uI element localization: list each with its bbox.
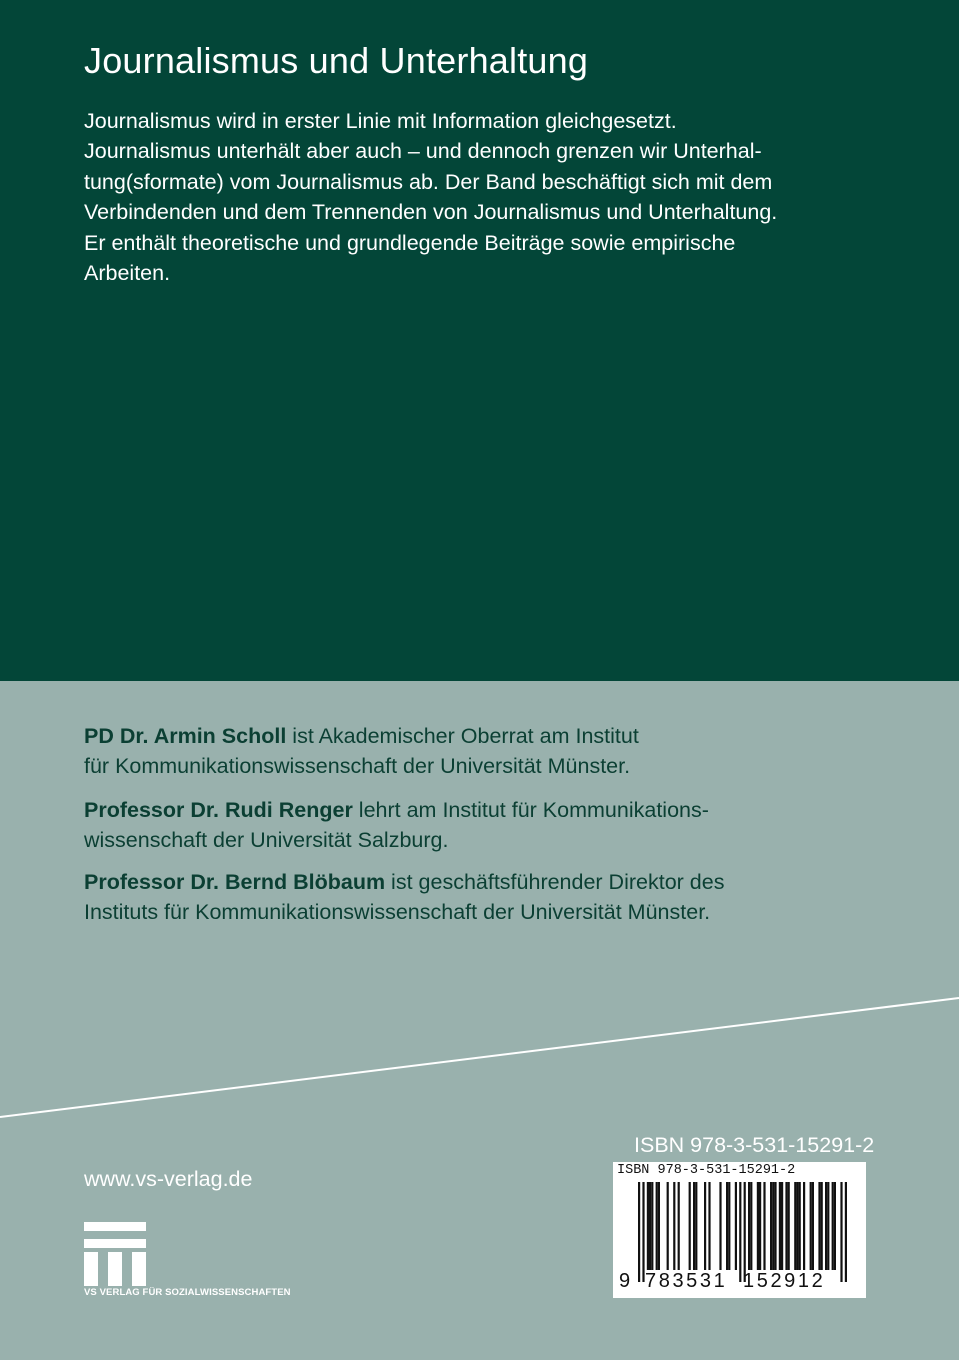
- barcode-isbn-text: ISBN 978-3-531-15291-2: [617, 1163, 796, 1178]
- author-bio-text: wissenschaft der Universität Salzburg.: [84, 828, 449, 853]
- barcode-bar: [810, 1182, 812, 1270]
- barcode-bar: [821, 1182, 823, 1270]
- author-bio-bloebaum: [84, 867, 724, 928]
- barcode-bar: [667, 1182, 669, 1270]
- barcode-bar: [774, 1182, 776, 1270]
- barcode-bar: [825, 1182, 827, 1270]
- isbn-number: ISBN 978-3-531-15291-2: [634, 1133, 875, 1157]
- barcode-digit-prefix: 9: [619, 1270, 631, 1292]
- barcode-bar: [728, 1182, 730, 1270]
- barcode-bar: [785, 1182, 787, 1270]
- author-bio-text: für Kommunikationswissenschaft der Universität Münster.: [84, 754, 631, 779]
- barcode-bar: [834, 1182, 836, 1270]
- publisher-logo-icon: [84, 1222, 146, 1286]
- publisher-website: www.vs-verlag.de: [84, 1167, 253, 1191]
- barcode-bar: [770, 1182, 772, 1270]
- barcode-bar: [812, 1182, 814, 1270]
- barcode-digits-right: 152912: [743, 1270, 826, 1292]
- description-line: Journalismus unterhält aber auch – und dennoch grenzen wir Unterhal-: [84, 139, 762, 164]
- diagonal-divider-line: [0, 990, 959, 1130]
- author-bio-text: ist geschäftsführender Direktor des: [385, 870, 725, 894]
- description-line: Verbindenden und dem Trennenden von Journalismus und Unterhaltung.: [84, 200, 778, 225]
- barcode-bar: [739, 1182, 741, 1282]
- barcode-bar: [757, 1182, 759, 1270]
- barcode-bar: [649, 1182, 651, 1270]
- barcode-bar: [763, 1182, 765, 1270]
- barcode-bar: [799, 1182, 801, 1270]
- publisher-name: VS VERLAG FÜR SOZIALWISSENSCHAFTEN: [84, 1287, 291, 1298]
- barcode-bar: [788, 1182, 790, 1270]
- author-bio-scholl: [84, 721, 639, 782]
- barcode-bar: [726, 1182, 728, 1270]
- barcode-bar: [840, 1182, 842, 1282]
- barcode-bar: [656, 1182, 658, 1270]
- barcode-bar: [772, 1182, 774, 1270]
- description-line: tung(sformate) vom Journalismus ab. Der Band beschäftigt sich mit dem: [84, 169, 773, 194]
- barcode-bar: [642, 1182, 644, 1282]
- author-bio-text: lehrt am Institut für Kommunikations-: [352, 798, 709, 822]
- barcode-bar: [647, 1182, 649, 1270]
- barcode-bar: [638, 1182, 640, 1282]
- barcode-bar: [794, 1182, 796, 1270]
- barcode-digits-left: 783531: [645, 1270, 728, 1292]
- barcode-bar: [678, 1182, 680, 1270]
- book-description: [84, 106, 864, 288]
- author-name: Professor Dr. Bernd Blöbaum: [84, 870, 386, 894]
- description-line: Er enthält theoretische und grundlegende Beiträge sowie empirische: [84, 230, 736, 255]
- barcode-bar: [832, 1182, 834, 1270]
- barcode-bar: [759, 1182, 761, 1270]
- barcode-bar: [796, 1182, 798, 1270]
- barcode-bar: [673, 1182, 675, 1270]
- barcode-bar: [651, 1182, 653, 1270]
- barcode-bar: [719, 1182, 721, 1270]
- description-line: Arbeiten.: [84, 261, 171, 286]
- barcode-bar: [827, 1182, 829, 1270]
- author-bio-text: ist Akademischer Oberrat am Institut: [286, 724, 639, 748]
- barcode-bar: [748, 1182, 750, 1270]
- barcode: [613, 1162, 866, 1298]
- barcode-bar: [658, 1182, 660, 1270]
- barcode-bar: [695, 1182, 697, 1270]
- book-title: Journalismus und Unterhaltung: [84, 40, 589, 81]
- barcode-bar: [708, 1182, 710, 1270]
- barcode-bar: [750, 1182, 752, 1270]
- barcode-bar: [689, 1182, 691, 1270]
- barcode-bar: [735, 1182, 737, 1270]
- description-line: Journalismus wird in erster Linie mit Information gleichgesetzt.: [84, 109, 677, 133]
- barcode-bar: [704, 1182, 706, 1270]
- barcode-bar: [744, 1182, 746, 1282]
- barcode-bar: [781, 1182, 783, 1270]
- barcode-bar: [803, 1182, 805, 1270]
- author-bio-text: Instituts für Kommunikationswissenschaft der Universität Münster.: [84, 900, 711, 925]
- author-bio-renger: [84, 795, 709, 856]
- barcode-bar: [693, 1182, 695, 1270]
- author-name: PD Dr. Armin Scholl: [84, 724, 287, 748]
- barcode-bar: [845, 1182, 847, 1282]
- author-name: Professor Dr. Rudi Renger: [84, 798, 353, 822]
- barcode-bar: [818, 1182, 820, 1270]
- barcode-bar: [779, 1182, 781, 1270]
